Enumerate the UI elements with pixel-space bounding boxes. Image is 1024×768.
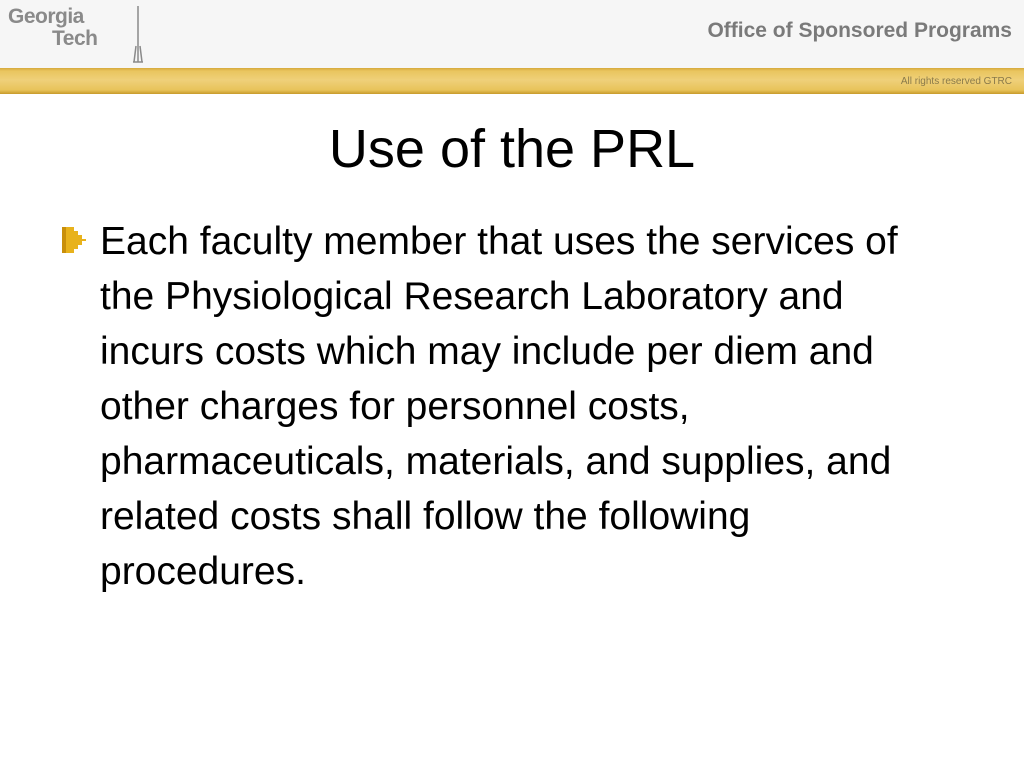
header-bar: [0, 0, 1024, 68]
georgia-tech-logo: [8, 6, 148, 64]
bullet-list: [58, 214, 958, 599]
logo-wordmark: [8, 6, 97, 50]
stepped-arrow-bullet-icon: [60, 225, 88, 255]
bullet-item: [58, 214, 958, 599]
logo-line-1: Georgia: [8, 5, 84, 28]
gold-header-band: [0, 68, 1024, 94]
office-title: Office of Sponsored Programs: [707, 19, 1012, 42]
bullet-text: Each faculty member that uses the services of the Physiological Research Laboratory and incurs costs which may include per diem and other charges for personnel costs, pharmaceuticals, materials, and supplies, and related costs shall follow the following procedures.: [100, 220, 898, 593]
copyright-notice: All rights reserved GTRC: [900, 76, 1012, 87]
slide-title: Use of the PRL: [328, 119, 696, 179]
tower-icon: [130, 6, 146, 64]
logo-line-2: Tech: [52, 27, 98, 50]
